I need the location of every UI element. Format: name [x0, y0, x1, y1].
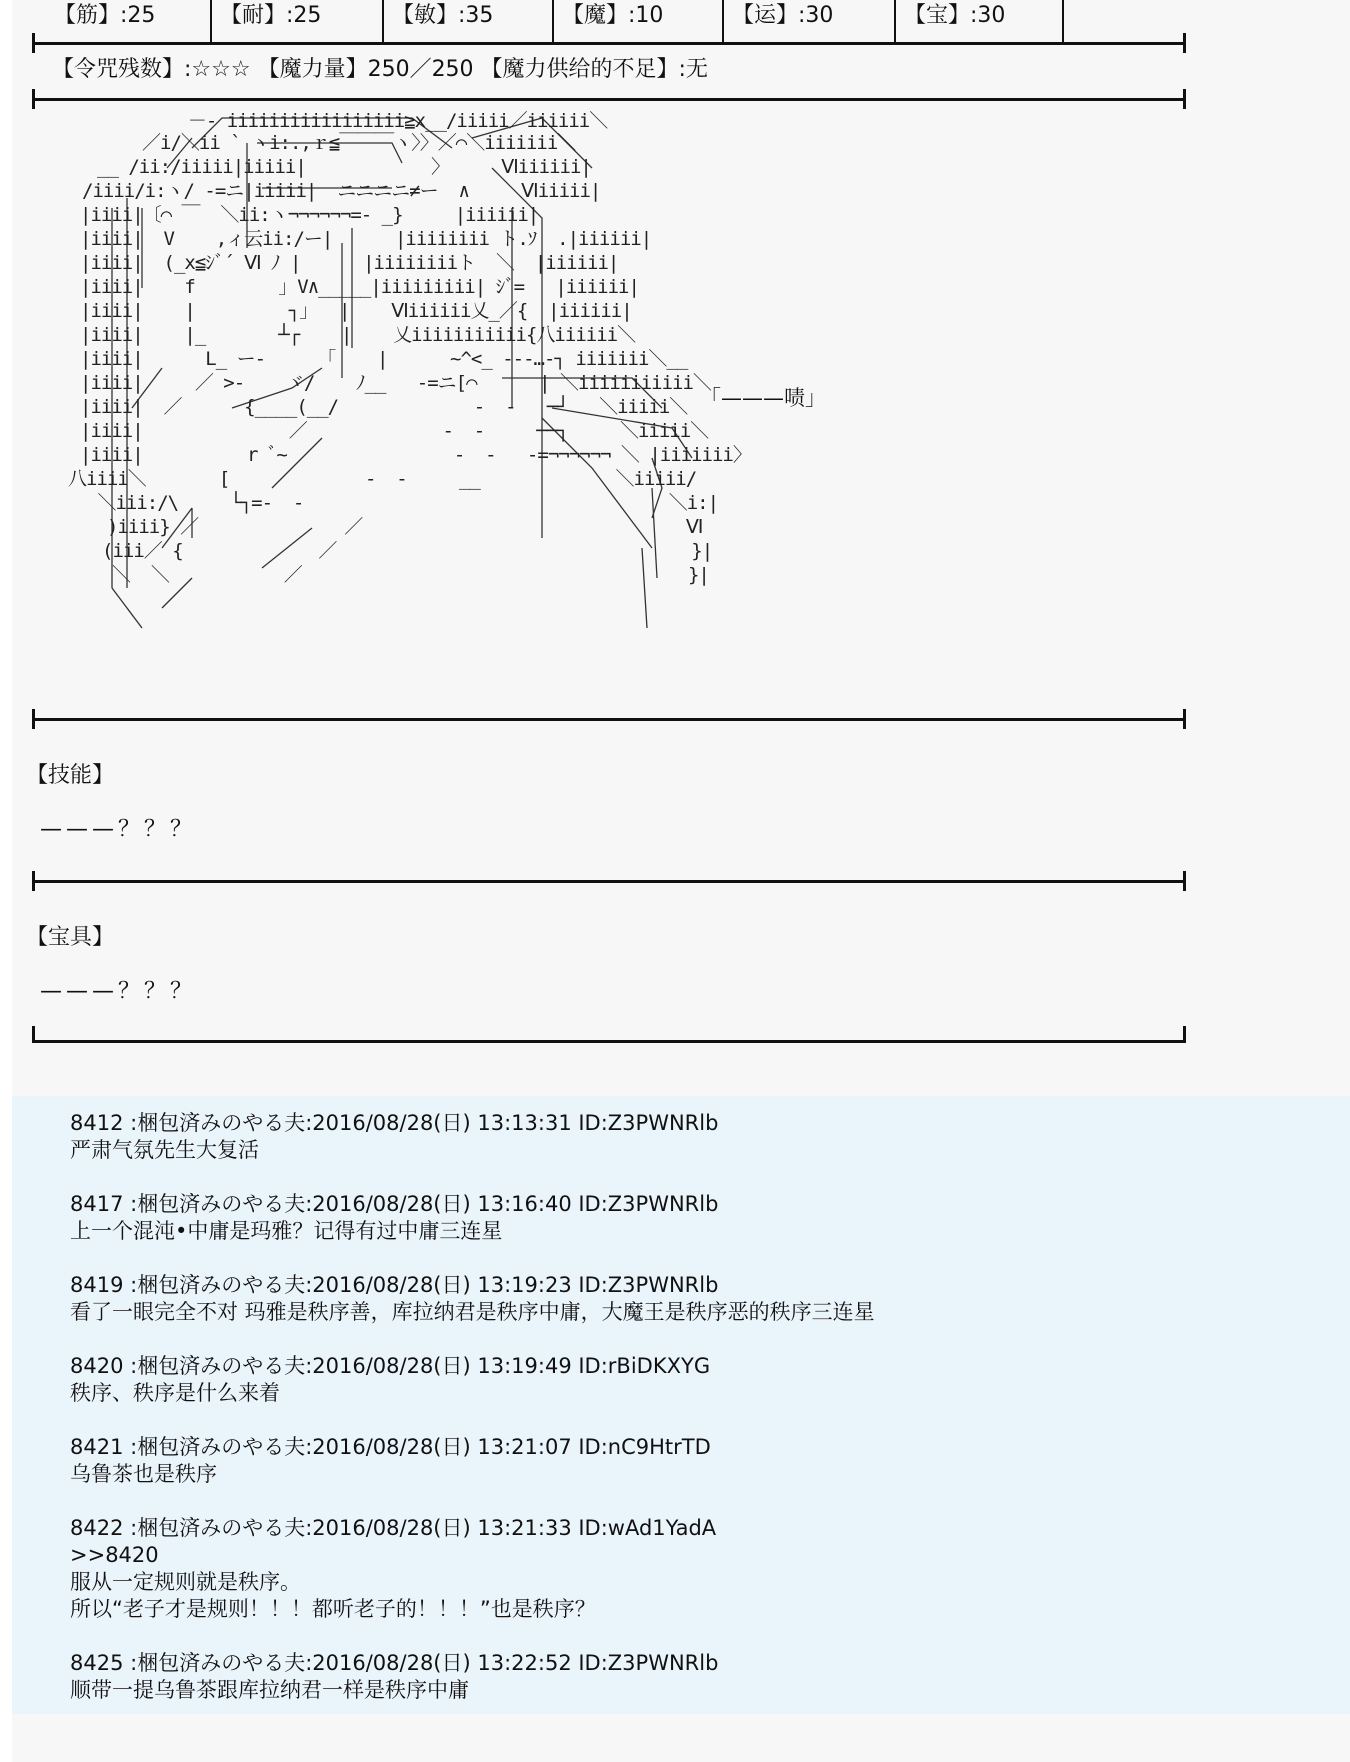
- post: [70, 1515, 716, 1623]
- post-body-line: 严肃气氛先生大复活: [70, 1138, 259, 1162]
- post-body-line: 所以“老子才是规则！！！都听老子的！！！”也是秩序？: [70, 1597, 596, 1621]
- post-body-line: 上一个混沌•中庸是玛雅？记得有过中庸三连星: [70, 1219, 503, 1243]
- stat-endurance: 【耐】:25: [220, 3, 322, 28]
- divider-rule: [32, 98, 1186, 101]
- post: [70, 1353, 710, 1407]
- status-sheet: [12, 0, 1350, 1098]
- ascii-art-line: |iiii| ／ >- ヾ/ ﾉ__ -=ニ[⌒ | ＼iiiiiiiiiii＼: [80, 372, 711, 394]
- stat-divider: [1062, 0, 1064, 42]
- post-body-line: 乌鲁茶也是秩序: [70, 1462, 217, 1486]
- thread-posts: [12, 1096, 1350, 1714]
- post-header: 8420 :梱包済みのやる夫:2016/08/28(日) 13:19:49 ID:rBiDKXYG: [70, 1354, 711, 1378]
- post: [70, 1191, 718, 1245]
- ascii-art-line: |iiii| | ┐｣ | Ⅵiiiiii乂_／{ |iiiiii|: [80, 300, 632, 322]
- noble-phantasm-body: ———？？？: [40, 979, 197, 1004]
- skills-body: ———？？？: [40, 817, 197, 842]
- ascii-art-line: |iiii| (_x≦ｼﾞ´ Ⅵ ﾉ | |iiiiiiiiト ＼ |iiiiii|: [80, 252, 619, 274]
- stat-magic: 【魔】:10: [562, 3, 664, 28]
- ascii-art-line: －- iiiiiiiiiiiiiiiii≧x__/iiiii／iiiiii＼: [167, 110, 608, 132]
- ascii-art-line: |iiii| r ﾞ~ - - -=¬¬¬¬¬¬ ＼ |iiiiiii〉: [80, 444, 751, 466]
- ascii-art-figure: [68, 108, 826, 648]
- ascii-art-line: /iiii/i:ヽ/ -=ニ|iiiii| ニニニニ≠ー ∧ Ⅵiiiii|: [82, 180, 601, 202]
- stat-divider: [210, 0, 212, 42]
- ascii-art-line: ＼ ＼ ／ }|: [112, 564, 709, 586]
- ascii-art-line: 八iiii＼ [ - - __ ＼iiiii/: [68, 468, 697, 490]
- divider-rule: [32, 718, 1186, 721]
- divider-rule: [32, 880, 1186, 883]
- ascii-art-line: |iiii| |_ ┴┌ | 乂iiiiiiiiiii{八iiiiii＼: [80, 324, 636, 346]
- divider-rule: [32, 42, 1186, 45]
- page-footer-area: [12, 1714, 1350, 1762]
- ascii-art-line: |iiii| L_ ー- 「 | ~^<_ ---…-┐ iiiiiii＼__: [80, 348, 688, 370]
- post-header: 8417 :梱包済みのやる夫:2016/08/28(日) 13:16:40 ID:Z3PWNRlb: [70, 1192, 719, 1216]
- noble-phantasm-title: 【宝具】: [26, 925, 115, 950]
- post-body-line: 秩序、秩序是什么来着: [70, 1381, 280, 1405]
- stat-divider: [382, 0, 384, 42]
- ascii-art-line: |iiii|〔⌒ ￣ ＼ii:ヽ¬¬¬¬¬¬=- _} |iiiiii|: [80, 204, 539, 226]
- stat-divider: [894, 0, 896, 42]
- stat-noble-phantasm: 【宝】:30: [904, 3, 1006, 28]
- ascii-art-line: ＼iii:/\ └┐=- - ＼i:|: [87, 492, 719, 514]
- divider-rule: [32, 1040, 1186, 1043]
- post-body-line: 看了一眼完全不对 玛雅是秩序善，库拉纳君是秩序中庸，大魔王是秩序恶的秩序三连星: [70, 1300, 875, 1324]
- ascii-art-line: ／i/＼ii ` ヽi:.,ｒ≦￣￣￣ヽ〉〉／⌒＼iiiiiii＼: [142, 132, 576, 154]
- stat-divider: [552, 0, 554, 42]
- ascii-art-line: |iiii| ／ - - ──┐ ＼iiiii＼: [80, 420, 709, 442]
- post-header: 8419 :梱包済みのやる夫:2016/08/28(日) 13:19:23 ID:Z3PWNRlb: [70, 1273, 719, 1297]
- ascii-art-line: |iiii| f ｣ V∧_____|iiiiiiiii| ｼﾞ= |iiiiii|: [80, 276, 639, 298]
- post-reply-link[interactable]: >>8420: [70, 1543, 159, 1567]
- stat-divider: [722, 0, 724, 42]
- stat-strength: 【筋】:25: [54, 3, 156, 28]
- post-header: 8421 :梱包済みのやる夫:2016/08/28(日) 13:21:07 ID:nC9HtrTD: [70, 1435, 711, 1459]
- post-header: 8422 :梱包済みのやる夫:2016/08/28(日) 13:21:33 ID:wAd1YadA: [70, 1516, 717, 1540]
- post: [70, 1650, 718, 1704]
- stats-row: [32, 0, 1184, 40]
- stat-luck: 【运】:30: [732, 3, 834, 28]
- post: [70, 1434, 711, 1488]
- command-seal-info: 【令咒残数】:☆☆☆ 【魔力量】250／250 【魔力供给的不足】:无: [52, 57, 708, 82]
- ascii-art-line: __ /ii:/iiiii|iiiii| 〉 Ⅵiiiiii|: [97, 156, 591, 178]
- stat-agility: 【敏】:35: [392, 3, 494, 28]
- post-body-line: 顺带一提乌鲁茶跟库拉纳君一样是秩序中庸: [70, 1678, 469, 1702]
- speech-text: 「———啧」: [700, 386, 826, 410]
- post: [70, 1272, 875, 1326]
- post-header: 8412 :梱包済みのやる夫:2016/08/28(日) 13:13:31 ID:Z3PWNRlb: [70, 1111, 719, 1135]
- post-body-line: 服从一定规则就是秩序。: [70, 1570, 301, 1594]
- ascii-art-line: (iii／ { ／ }|: [102, 540, 713, 562]
- ascii-art-line: )iiii} ／ ／ Ⅵ: [107, 516, 703, 538]
- skills-title: 【技能】: [26, 763, 115, 788]
- ascii-art-line: |iiii| V ,ィ云ii:/ー| |iiiiiiii ト.ｿ .|iiiiii|: [80, 228, 652, 250]
- post-header: 8425 :梱包済みのやる夫:2016/08/28(日) 13:22:52 ID:Z3PWNRlb: [70, 1651, 719, 1675]
- post: [70, 1110, 718, 1164]
- ascii-art-line: |iiii| ／ {____(__/ - - ─┘ ＼iiiii＼: [80, 396, 688, 418]
